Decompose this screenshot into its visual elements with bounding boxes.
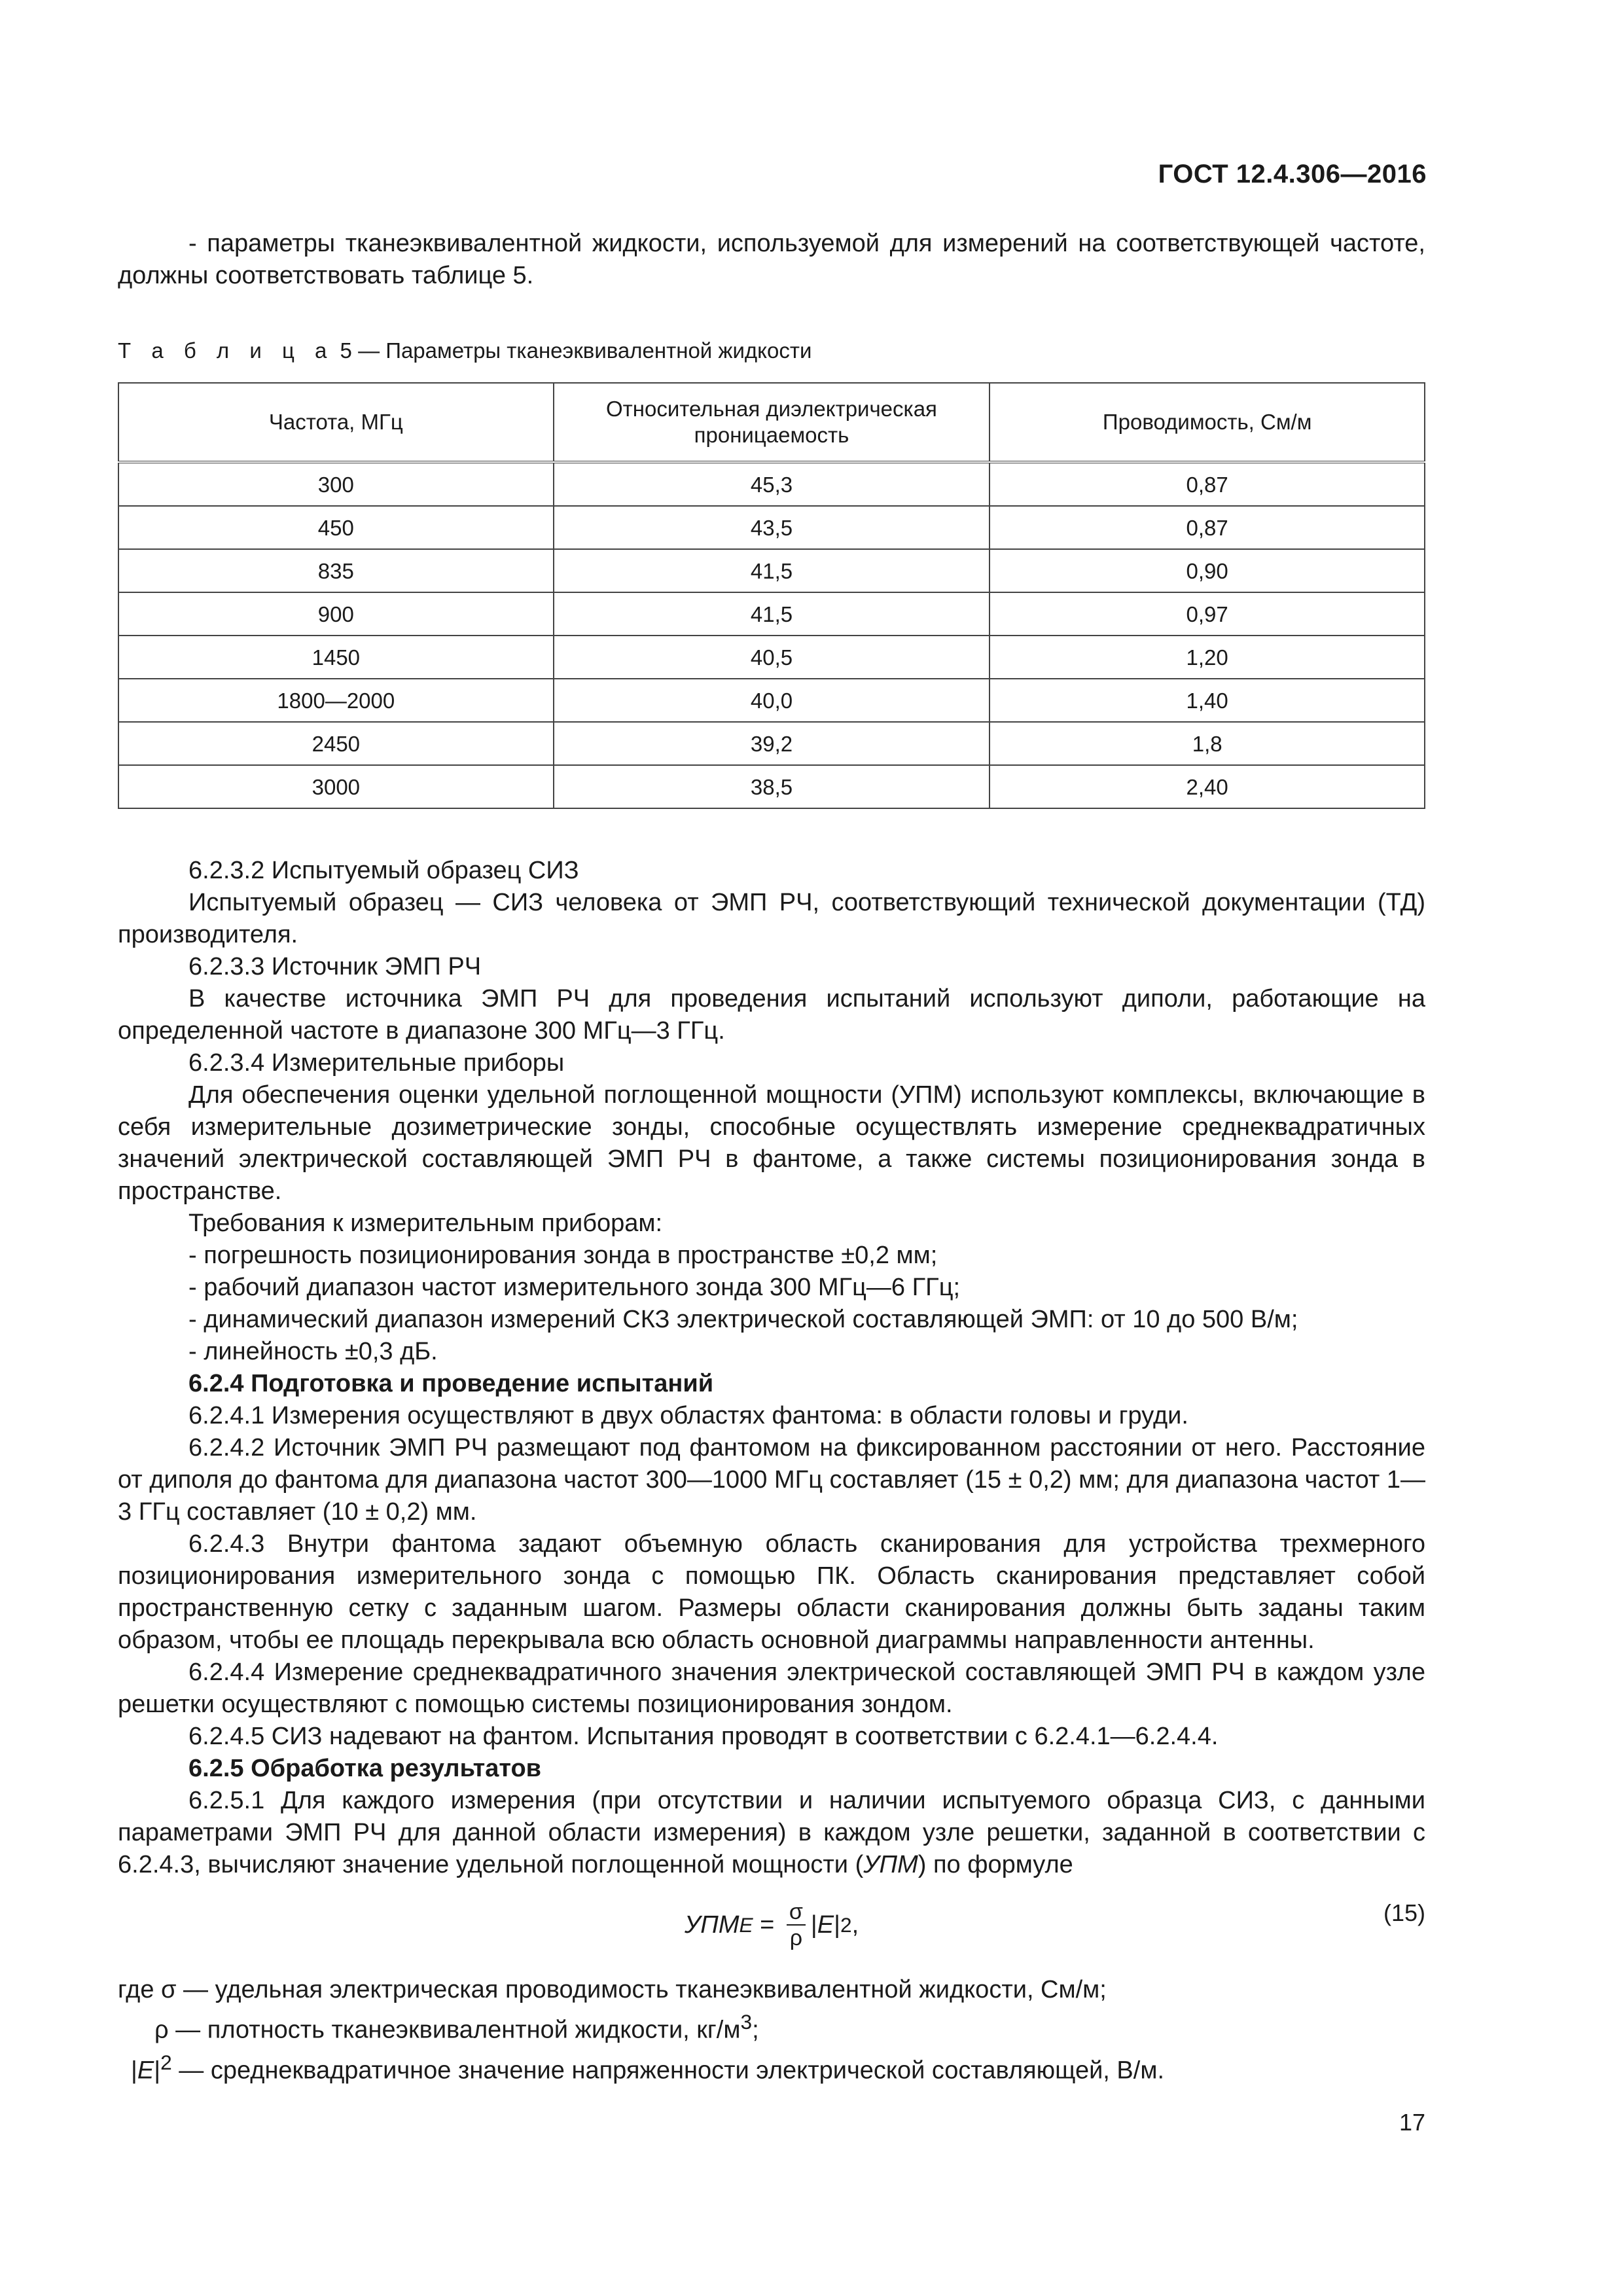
cell-permittivity: 41,5 (554, 549, 990, 592)
section-6234-title: 6.2.3.4 Измерительные приборы (188, 1049, 565, 1077)
liquid-parameters-table (118, 382, 1425, 809)
cell-permittivity: 43,5 (554, 506, 990, 549)
page-number: 17 (1399, 2109, 1425, 2136)
definition-sigma-text: — удельная электрическая проводимость тканеэквивалентной жидкости, См/м; (176, 1976, 1107, 2003)
requirement-item: - линейность ±0,3 дБ. (188, 1338, 438, 1365)
table-caption-text: 5 — Параметры тканеэквивалентной жидкости (334, 338, 812, 363)
table-row (118, 679, 1425, 722)
formula-rhs-var: E (817, 1910, 834, 1939)
section-6233-title: 6.2.3.3 Источник ЭМП РЧ (188, 953, 482, 980)
cell-frequency: 2450 (118, 722, 554, 765)
cell-conductivity: 2,40 (990, 765, 1425, 808)
table-row (118, 722, 1425, 765)
header-frequency: Частота, МГц (118, 383, 554, 462)
cell-conductivity: 0,87 (990, 506, 1425, 549)
formula-number: (15) (1383, 1899, 1425, 1926)
table-row (118, 462, 1425, 506)
definition-e-abs-open: | (131, 2056, 137, 2085)
section-6242: 6.2.4.2 Источник ЭМП РЧ размещают под фантомом на фиксированном расстоянии от него. Расстояние от диполя до фантома для диапазона частот 300—1000 МГц составляет (15 ± 0,2) мм; для диапазона частот 1—3 ГГц составляет (10 ± 0,2) мм. (118, 1434, 1425, 1526)
definition-e-abs-close: | (154, 2056, 161, 2085)
cell-frequency: 450 (118, 506, 554, 549)
cell-conductivity: 1,20 (990, 636, 1425, 679)
definition-rho-power: 3 (740, 2010, 753, 2034)
section-6234-text: Для обеспечения оценки удельной поглощенной мощности (УПМ) используют комплексы, включающие в себя измерительные дозиметрические зонды, способные осуществлять измерение среднеквадратичных значений электрической составляющей ЭМП РЧ в фантоме, а также системы позиционирования зонда в пространстве. (118, 1081, 1425, 1205)
page-content (118, 228, 1425, 2087)
cell-permittivity: 45,3 (554, 462, 990, 506)
formula-equals: = (753, 1910, 781, 1939)
cell-frequency: 1800—2000 (118, 679, 554, 722)
formula-definitions (118, 1974, 1425, 2087)
definition-rho-text: — плотность тканеэквивалентной жидкости, кг/м (168, 2016, 741, 2044)
cell-permittivity: 41,5 (554, 592, 990, 636)
definition-sigma (118, 1974, 1425, 2006)
table-caption (118, 338, 1425, 364)
cell-conductivity: 0,87 (990, 462, 1425, 506)
requirements-title: Требования к измерительным приборам: (188, 1210, 663, 1237)
section-6243: 6.2.4.3 Внутри фантома задают объемную область сканирования для устройства трехмерного позиционирования измерительного зонда с помощью ПК. Область сканирования представляет собой пространственную сетку с заданным шагом. Размеры области сканирования должны быть заданы таким образом, чтобы ее площадь перекрывала всю область основной диаграммы направленности антенны. (118, 1530, 1425, 1654)
section-6251-text-b: ) по формуле (918, 1851, 1073, 1878)
document-id: ГОСТ 12.4.306—2016 (1158, 160, 1427, 188)
cell-frequency: 900 (118, 592, 554, 636)
definition-rho-end: ; (752, 2016, 759, 2044)
cell-frequency: 835 (118, 549, 554, 592)
section-625-title: 6.2.5 Обработка результатов (188, 1755, 542, 1782)
cell-conductivity: 1,8 (990, 722, 1425, 765)
formula-denominator: ρ (789, 1926, 803, 1950)
table-row (118, 506, 1425, 549)
requirement-item: - погрешность позиционирования зонда в пространстве ±0,2 мм; (188, 1242, 938, 1269)
section-6232-title: 6.2.3.2 Испытуемый образец СИЗ (188, 857, 579, 884)
cell-conductivity: 0,90 (990, 549, 1425, 592)
definition-sigma-symbol: где σ (118, 1976, 177, 2003)
formula-numerator: σ (787, 1899, 806, 1926)
requirement-item: - динамический диапазон измерений СКЗ электрической составляющей ЭМП: от 10 до 500 В/м; (188, 1306, 1298, 1333)
section-6233-text: В качестве источника ЭМП РЧ для проведения испытаний используют диполи, работающие на определенной частоте в диапазоне 300 МГц—3 ГГц. (118, 985, 1425, 1045)
table-row (118, 636, 1425, 679)
header-conductivity: Проводимость, См/м (990, 383, 1425, 462)
formula-abs-open: | (810, 1910, 817, 1939)
definition-e (118, 2047, 1425, 2087)
section-6241: 6.2.4.1 Измерения осуществляют в двух областях фантома: в области головы и груди. (188, 1402, 1188, 1429)
table-caption-prefix: Т а б л и ц а (118, 338, 334, 363)
definition-rho-symbol: ρ (154, 2016, 169, 2044)
table-row (118, 765, 1425, 808)
formula-15 (118, 1888, 1425, 1965)
definition-e-power: 2 (160, 2050, 172, 2074)
header-permittivity: Относительная диэлектрическая проницаемость (554, 383, 990, 462)
cell-permittivity: 40,5 (554, 636, 990, 679)
definition-rho (118, 2006, 1425, 2047)
section-6244: 6.2.4.4 Измерение среднеквадратичного значения электрической составляющей ЭМП РЧ в каждом узле решетки осуществляют с помощью системы позиционирования зондом. (118, 1659, 1425, 1718)
formula-rhs-power: 2 (840, 1912, 852, 1937)
cell-permittivity: 40,0 (554, 679, 990, 722)
formula-expression (685, 1899, 859, 1950)
formula-lhs-subscript: E (739, 1912, 753, 1937)
formula-comma: , (851, 1910, 859, 1939)
table-row (118, 549, 1425, 592)
cell-conductivity: 0,97 (990, 592, 1425, 636)
cell-permittivity: 38,5 (554, 765, 990, 808)
formula-fraction (787, 1899, 806, 1950)
cell-frequency: 300 (118, 462, 554, 506)
cell-permittivity: 39,2 (554, 722, 990, 765)
table-header-row (118, 383, 1425, 462)
formula-abs-close: | (834, 1910, 841, 1939)
definition-e-text: — среднеквадратичное значение напряженности электрической составляющей, В/м. (171, 2056, 1165, 2085)
section-624-title: 6.2.4 Подготовка и проведение испытаний (188, 1370, 714, 1397)
requirement-item: - рабочий диапазон частот измерительного зонда 300 МГц—6 ГГц; (188, 1274, 961, 1301)
cell-frequency: 1450 (118, 636, 554, 679)
section-6251-text-a: 6.2.5.1 Для каждого измерения (при отсутствии и наличии испытуемого образца СИЗ, с данными параметрами ЭМП РЧ для данной области измерения) в каждом узле решетки, заданной в соответствии с 6.2.4.3, вычисляют значение удельной поглощенной мощности ( (118, 1787, 1425, 1878)
section-6232-text: Испытуемый образец — СИЗ человека от ЭМП РЧ, соответствующий технической документации (ТД) производителя. (118, 889, 1425, 948)
cell-frequency: 3000 (118, 765, 554, 808)
intro-paragraph: - параметры тканеэквивалентной жидкости, используемой для измерений на соответствующей частоте, должны соответствовать таблице 5. (118, 230, 1425, 289)
section-6251-term: УПМ (863, 1851, 918, 1878)
section-6245: 6.2.4.5 СИЗ надевают на фантом. Испытания проводят в соответствии с 6.2.4.1—6.2.4.4. (188, 1723, 1219, 1750)
section-6251 (118, 1785, 1425, 1881)
formula-lhs: УПМ (685, 1910, 740, 1939)
table-row (118, 592, 1425, 636)
definition-e-var: E (137, 2056, 154, 2085)
cell-conductivity: 1,40 (990, 679, 1425, 722)
